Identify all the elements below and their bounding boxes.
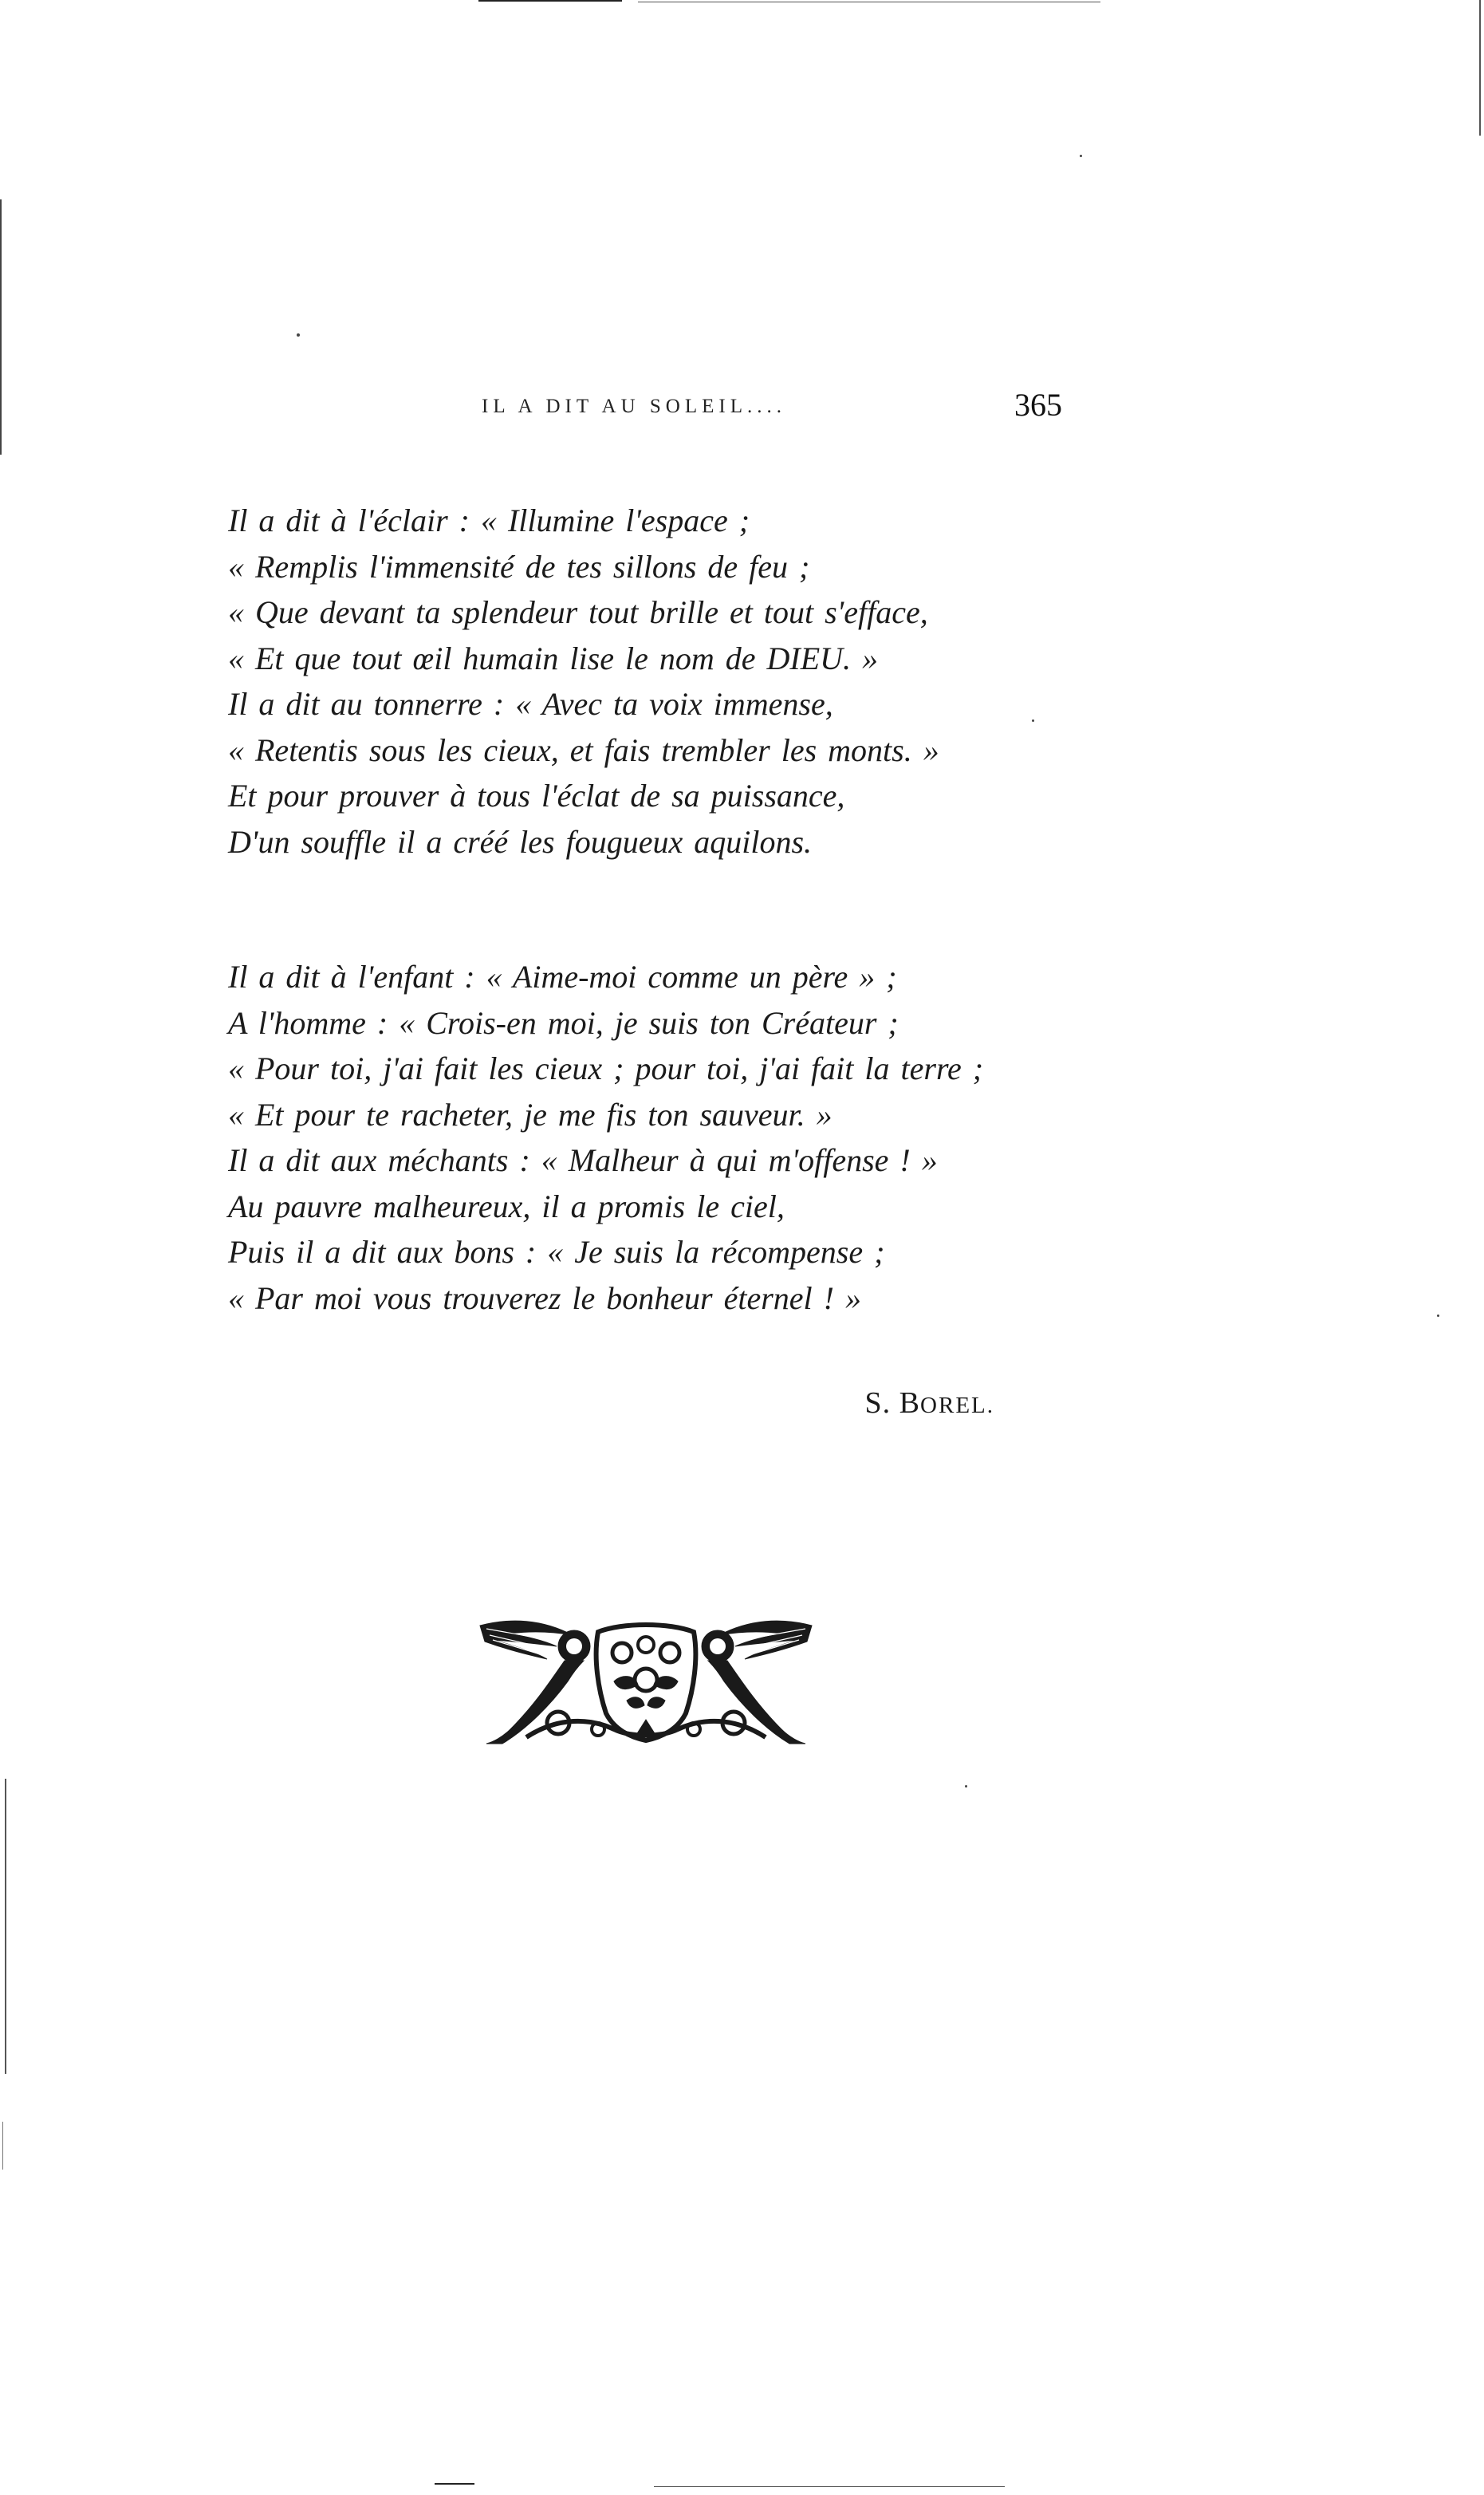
scan-edge-left [0, 199, 2, 455]
verse-line: D'un souffle il a créé les fougueux aquilons. [228, 823, 813, 860]
running-title: IL A DIT AU SOLEIL.... [482, 396, 786, 417]
verse-line: Au pauvre malheureux, il a promis le ciel, [228, 1188, 785, 1224]
verse-line: Il a dit à l'éclair : « Illumine l'espace ; [228, 503, 750, 538]
scan-edge-bottom-thin [654, 2486, 1005, 2487]
verse-line: A l'homme : « Crois-en moi, je suis ton Créateur ; [228, 1004, 899, 1041]
dust-speck [965, 1785, 967, 1787]
verse-line: Il a dit aux méchants : « Malheur à qui m'offense ! » [228, 1142, 938, 1178]
verse-line: « Pour toi, j'ai fait les cieux ; pour toi, j'ai fait la terre ; [228, 1050, 984, 1086]
verse-line: « Et que tout œil humain lise le nom de DIEU. » [228, 640, 879, 676]
scan-edge-top [478, 0, 622, 2]
verse-line: « Et pour te racheter, je me fis ton sauveur. » [228, 1096, 833, 1133]
signature-initial: S. B [864, 1386, 921, 1420]
scan-edge-left-mark [2, 2122, 3, 2170]
poem-body [228, 498, 1344, 1321]
page-number: 365 [1014, 387, 1062, 423]
verse-line: « Remplis l'immensité de tes sillons de feu ; [228, 548, 810, 585]
dust-speck [1080, 155, 1082, 157]
verse-line: Puis il a dit aux bons : « Je suis la récompense ; [228, 1234, 885, 1270]
author-signature [865, 1385, 994, 1421]
verse-line: Il a dit à l'enfant : « Aime-moi comme un père » ; [228, 959, 897, 995]
scan-edge-bottom [435, 2483, 474, 2485]
verse-line: Il a dit au tonnerre : « Avec ta voix immense, [228, 686, 833, 722]
stanza-1 [228, 498, 1344, 865]
winged-cherubs-tailpiece-icon [478, 1618, 813, 1745]
verse-line: « Retentis sous les cieux, et fais trembler les monts. » [228, 731, 939, 768]
stanza-2 [228, 954, 1344, 1321]
verse-line: « Par moi vous trouverez le bonheur éternel ! » [228, 1279, 861, 1316]
scan-edge-left-lower [5, 1779, 6, 2074]
scan-edge-right [1479, 0, 1481, 136]
verse-line: Et pour prouver à tous l'éclat de sa puissance, [228, 778, 845, 814]
signature-rest: OREL. [920, 1393, 994, 1418]
verse-line: « Que devant ta splendeur tout brille et tout s'efface, [228, 594, 928, 630]
dust-speck [297, 333, 300, 337]
dust-speck [1437, 1315, 1439, 1317]
